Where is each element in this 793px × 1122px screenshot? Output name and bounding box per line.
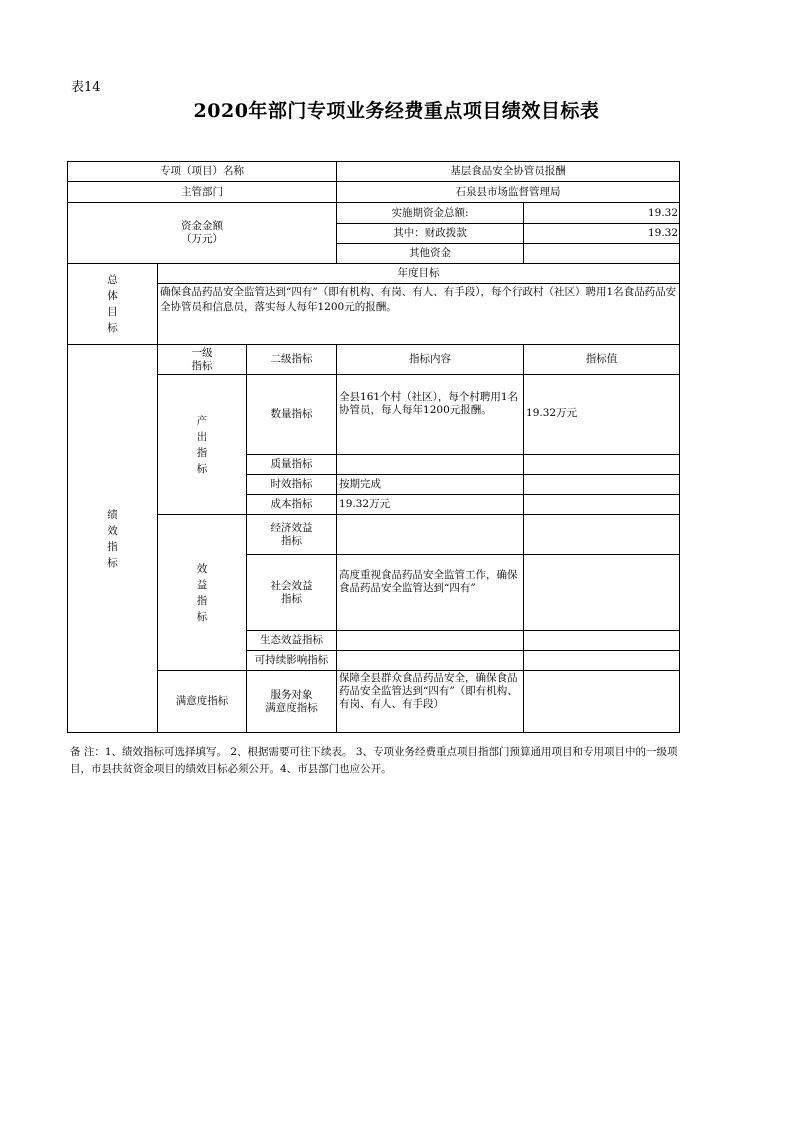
funds-fiscal-label: 其中：财政拨款 [337, 224, 524, 244]
perf-label: 绩效指标 [107, 508, 118, 569]
economic-value [524, 515, 680, 555]
timeliness-content: 按期完成 [337, 475, 524, 495]
timeliness-value [524, 475, 680, 495]
project-name-row [68, 162, 680, 182]
quality-value [524, 455, 680, 475]
social-content: 高度重视食品药品安全监管工作，确保食品药品安全监管达到“四有” [337, 555, 524, 631]
satisfaction-label: 满意度指标 [158, 671, 247, 733]
dept-row [68, 182, 680, 203]
output-label: 产出指标 [196, 414, 208, 475]
footnote: 备 注：1、绩效指标可选择填写。 2、根据需要可往下续表。 3、专项业务经费重点项目指部门预算通用项目和专用项目中的一级项目，市县扶贫资金项目的绩效目标必须公开。4、市县部门也应公开。 [70, 746, 678, 775]
service-content: 保障全县群众食品药品安全，确保食品药品安全监管达到“四有”（即有机构、有岗、有人、有手段） [337, 671, 524, 733]
ecological-content [337, 631, 524, 651]
service-label: 服务对象 满意度指标 [247, 671, 337, 733]
header-level1: 一级 指标 [158, 345, 247, 375]
funds-label: 资金金额 （万元） [68, 203, 337, 264]
quantity-label: 数量指标 [247, 375, 337, 455]
overall-label-cell [68, 264, 158, 345]
benefit-label-cell [158, 515, 247, 671]
project-name-label: 专项（项目）名称 [68, 162, 337, 182]
output-label-cell [158, 375, 247, 515]
overall-label: 总体目标 [107, 274, 118, 334]
funds-other-label: 其他资金 [337, 244, 524, 264]
funds-total-value: 19.32 [524, 203, 680, 224]
cost-label: 成本指标 [247, 495, 337, 515]
quality-label: 质量指标 [247, 455, 337, 475]
satisfaction-row [68, 671, 680, 733]
header-value: 指标值 [524, 345, 680, 375]
social-label: 社会效益 指标 [247, 555, 337, 631]
funds-total-label: 实施期资金总额: [337, 203, 524, 224]
perf-header-row [68, 345, 680, 375]
performance-table [67, 161, 680, 733]
perf-label-cell [68, 345, 158, 733]
header-level2: 二级指标 [247, 345, 337, 375]
ecological-label: 生态效益指标 [247, 631, 337, 651]
cost-value [524, 495, 680, 515]
year-target-text: 确保食品药品安全监管达到“四有”（即有机构、有岗、有人、有手段），每个行政村（社区）聘用1名食品药品安全协管员和信息员，落实每人每年1200元的报酬。 [158, 284, 680, 345]
sustainable-content [337, 651, 524, 671]
economic-row [68, 515, 680, 555]
benefit-label: 效益指标 [196, 562, 208, 623]
funds-total-row [68, 203, 680, 224]
dept-label: 主管部门 [68, 182, 337, 203]
timeliness-label: 时效指标 [247, 475, 337, 495]
cost-content: 19.32万元 [337, 495, 524, 515]
overall-header-row [68, 264, 680, 284]
economic-content [337, 515, 524, 555]
overall-text-row [68, 284, 680, 345]
quantity-content: 全县161个村（社区），每个村聘用1名协管员，每人每年1200元报酬。 [337, 375, 524, 455]
table-number: 表14 [71, 80, 101, 95]
quality-content [337, 455, 524, 475]
service-value [524, 671, 680, 733]
economic-label: 经济效益 指标 [247, 515, 337, 555]
funds-other-value [524, 244, 680, 264]
dept-value: 石泉县市场监督管理局 [337, 182, 680, 203]
quantity-row [68, 375, 680, 455]
quantity-value: 19.32万元 [524, 375, 680, 455]
page-title: 2020年部门专项业务经费重点项目绩效目标表 [193, 100, 600, 122]
social-value [524, 555, 680, 631]
header-content: 指标内容 [337, 345, 524, 375]
funds-fiscal-value: 19.32 [524, 224, 680, 244]
ecological-value [524, 631, 680, 651]
project-name-value: 基层食品安全协管员报酬 [337, 162, 680, 182]
sustainable-value [524, 651, 680, 671]
year-target-label: 年度目标 [158, 264, 680, 284]
sustainable-label: 可持续影响指标 [247, 651, 337, 671]
